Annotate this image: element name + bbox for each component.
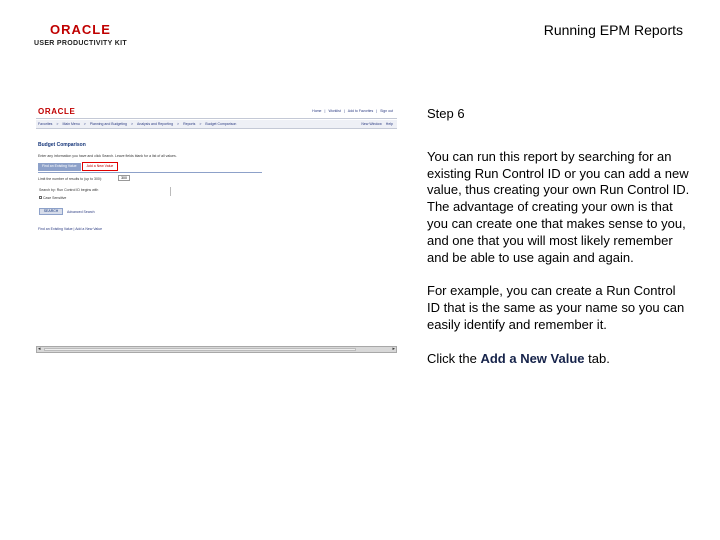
menu-bar: [36, 120, 397, 129]
oracle-logo-text: ORACLE: [50, 22, 111, 37]
search-tabs: [38, 163, 118, 171]
case-sensitive-checkbox[interactable]: [39, 196, 42, 199]
tab-find-existing-value[interactable]: Find an Existing Value: [38, 163, 81, 171]
case-sensitive-label: Case Sensitive: [43, 196, 67, 200]
horizontal-scrollbar[interactable]: [36, 346, 397, 353]
advanced-search-link[interactable]: Advanced Search: [67, 210, 95, 214]
add-to-favorites-link[interactable]: Add to Favorites: [347, 109, 374, 113]
limit-input[interactable]: 300: [118, 175, 130, 181]
home-link[interactable]: Home: [312, 109, 322, 113]
app-header: [36, 105, 397, 119]
new-window-link[interactable]: New Window: [361, 122, 382, 126]
search-instructions: Enter any information you have and click Search. Leave fields blank for a list of all values.: [38, 154, 177, 158]
add-new-value-emphasis: Add a New Value: [480, 350, 585, 366]
toolbar: [361, 122, 393, 126]
step-label: Step 6: [427, 106, 465, 121]
breadcrumb-reports[interactable]: Reports: [183, 122, 196, 126]
field-divider: [170, 187, 171, 196]
breadcrumb-budget-comparison: Budget Comparison: [205, 122, 237, 126]
breadcrumb-main-menu[interactable]: Main Menu: [62, 122, 80, 126]
upk-logo: [34, 23, 134, 48]
breadcrumb-planning[interactable]: Planning and Budgeting: [89, 122, 127, 126]
bottom-links[interactable]: Find an Existing Value | Add a New Value: [38, 227, 103, 231]
case-sensitive-option[interactable]: [39, 196, 66, 200]
instruction-panel: [427, 106, 692, 368]
sign-out-link[interactable]: Sign out: [380, 109, 393, 113]
instruction-paragraph-2: For example, you can create a Run Control ID that is the same as your name so you can easily identify and remember it.: [427, 283, 685, 332]
top-links: Home | Worklist | Add to Favorites | Sign out: [312, 109, 393, 113]
search-by-field[interactable]: Search by: Run Control ID begins with: [39, 188, 99, 192]
document-title: Running EPM Reports: [543, 22, 683, 38]
scroll-right-icon[interactable]: ▸: [392, 346, 395, 352]
search-button[interactable]: SEARCH: [39, 208, 63, 215]
instruction-paragraph-1: You can run this report by searching for an existing Run Control ID or you can add a new value, thus creating your own Run Control ID. The advantage of creating your own is that you can create one that makes sense to you, and one that you will most likely remember and be able to use again and again.: [427, 148, 690, 265]
breadcrumb: Favorites > Main Menu > Planning and Budgeting > Analysis and Reporting > Reports > Budget Comparison: [38, 122, 237, 126]
tab-underline: [38, 172, 262, 173]
instruction-click-prefix: Click the: [427, 350, 481, 366]
breadcrumb-analysis[interactable]: Analysis and Reporting: [137, 122, 174, 126]
breadcrumb-favorites[interactable]: Favorites: [38, 122, 53, 126]
upk-logo-text: USER PRODUCTIVITY KIT: [34, 40, 127, 47]
page-title: Budget Comparison: [38, 142, 86, 148]
worklist-link[interactable]: Worklist: [328, 109, 341, 113]
instruction-click-suffix: tab.: [584, 350, 610, 366]
limit-label: Limit the number of results to (up to 300):: [38, 177, 103, 181]
screenshot-thumbnail: [36, 105, 397, 355]
help-link[interactable]: Help: [385, 122, 393, 126]
tab-add-new-value[interactable]: Add a New Value: [82, 162, 119, 171]
scrollbar-thumb[interactable]: [44, 348, 356, 351]
scroll-left-icon[interactable]: ◂: [38, 346, 41, 352]
app-oracle-logo: ORACLE: [38, 107, 76, 116]
instruction-paragraph-3: [427, 351, 692, 368]
